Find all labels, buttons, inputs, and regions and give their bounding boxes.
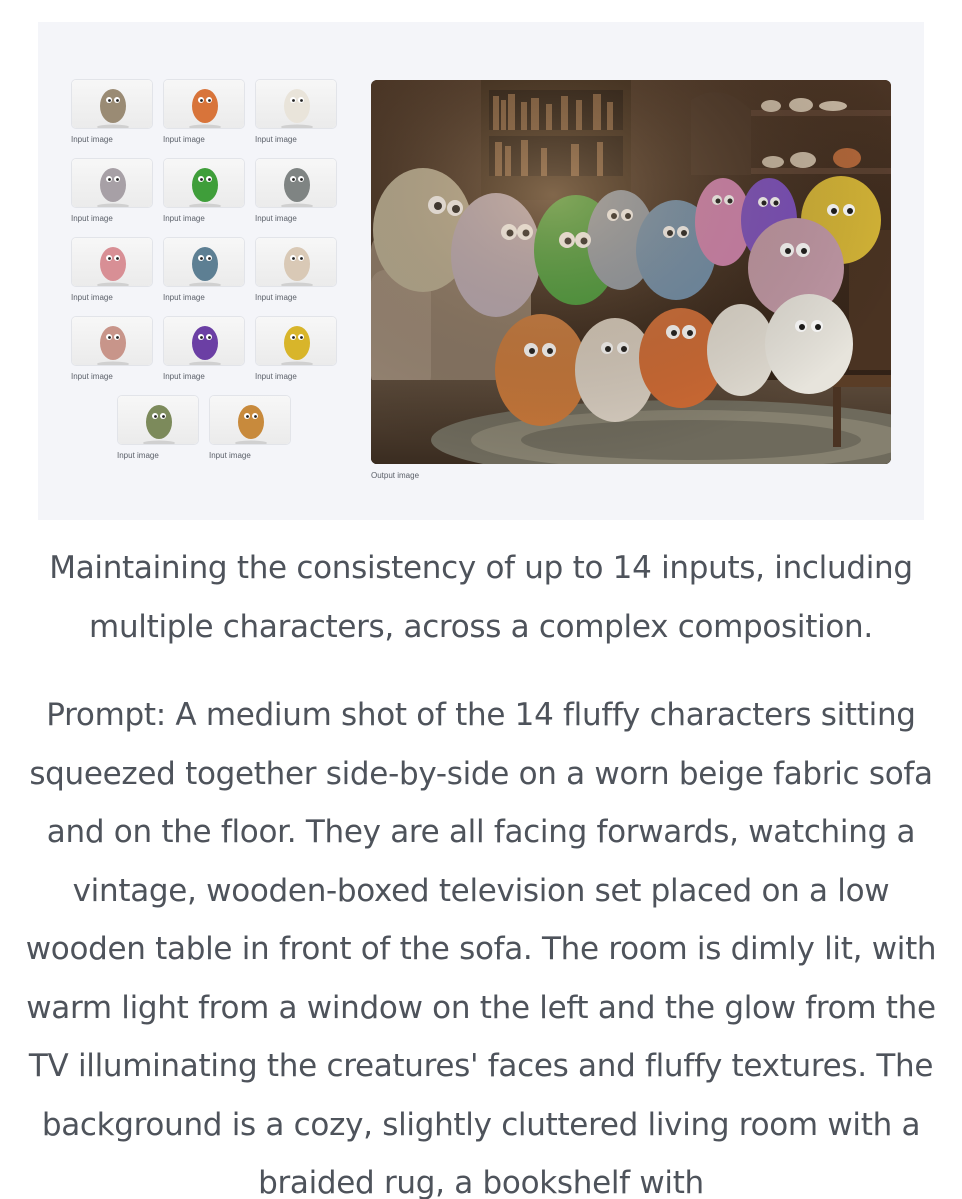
figure-caption: Maintaining the consistency of up to 14 inputs, including multiple characters, across a complex composition. (49, 550, 913, 645)
input-image-green-monster (163, 158, 245, 208)
input-image-label: Input image (163, 135, 205, 144)
character-figure (256, 80, 337, 129)
character-figure (164, 80, 245, 129)
input-image-yellow-monster (255, 316, 337, 366)
character-figure (164, 238, 245, 287)
input-image-label: Input image (71, 293, 113, 302)
input-image-label: Input image (71, 372, 113, 381)
input-image-label: Input image (255, 372, 297, 381)
input-image-pink-creature (71, 237, 153, 287)
input-image-label: Input image (163, 293, 205, 302)
character-figure (256, 317, 337, 366)
input-image-pink-fluffy-monster (71, 316, 153, 366)
input-image-label: Input image (163, 214, 205, 223)
input-image-grey-shaggy (255, 158, 337, 208)
character-figure (118, 396, 199, 445)
input-image-tan-hat-creature (71, 79, 153, 129)
character-figure (72, 238, 153, 287)
input-image-label: Input image (163, 372, 205, 381)
output-image (371, 80, 891, 464)
input-image-mossy-green-creature (117, 395, 199, 445)
character-figure (72, 80, 153, 129)
character-figure (164, 317, 245, 366)
character-figure (164, 159, 245, 208)
input-image-label: Input image (209, 451, 251, 460)
figure-panel (38, 22, 924, 520)
input-image-purple-creature (163, 316, 245, 366)
input-image-label: Input image (71, 135, 113, 144)
input-image-golden-furry (209, 395, 291, 445)
input-image-label: Input image (255, 293, 297, 302)
input-image-label: Input image (117, 451, 159, 460)
prompt-text: Prompt: A medium shot of the 14 fluffy characters sitting squeezed together side-by-side on a worn beige fabric sofa and on the floor. They are all facing forwards, watching a vintage, wooden-boxed television set placed on a low wooden table in front of the sofa. The room is dimly lit, with warm light from a window on the left and the glow from the TV illuminating the creatures' faces and fluffy textures. The background is a cozy, slightly cluttered living room with a braided rug, a bookshelf with (25, 697, 937, 1199)
input-image-label: Input image (71, 214, 113, 223)
character-figure (72, 317, 153, 366)
character-figure (256, 238, 337, 287)
input-image-orange-furball (163, 79, 245, 129)
input-image-fluffy-white-blob (255, 237, 337, 287)
character-figure (256, 159, 337, 208)
output-scene (371, 80, 891, 464)
input-image-label: Input image (255, 135, 297, 144)
output-image-label: Output image (371, 471, 420, 480)
character-figure (72, 159, 153, 208)
character-figure (210, 396, 291, 445)
input-image-blue-grey-monster (163, 237, 245, 287)
input-image-lavender-monster (71, 158, 153, 208)
input-image-label: Input image (255, 214, 297, 223)
input-image-white-sheep (255, 79, 337, 129)
